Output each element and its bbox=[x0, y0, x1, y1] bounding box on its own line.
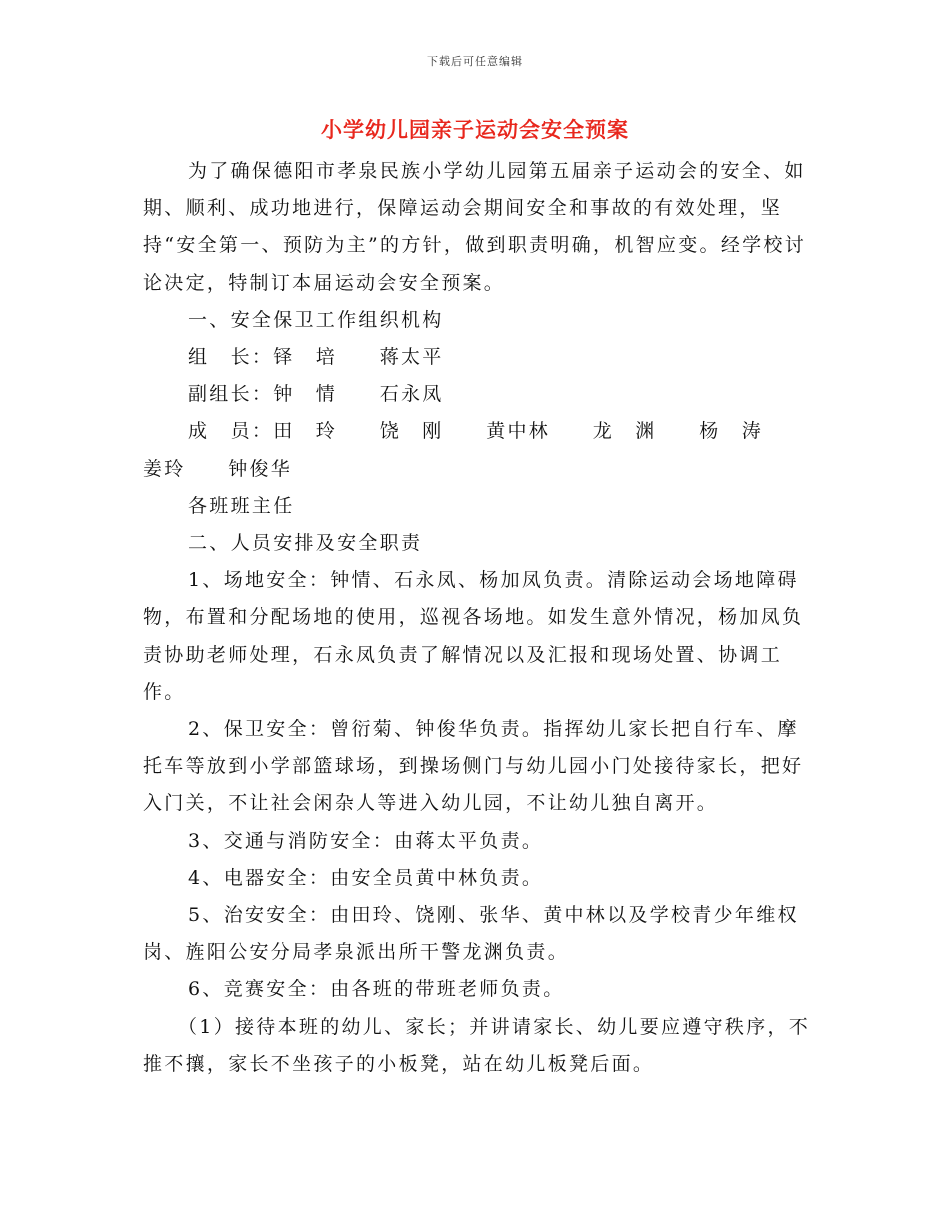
duty-item-6-sub-1: （1）接待本班的幼儿、家长；并讲请家长、幼儿要应遵守秩序，不推不攘，家长不坐孩子的小板凳，站在幼儿板凳后面。 bbox=[143, 1015, 811, 1075]
vice-leader-line: 副组长：钟 情 石永凤 bbox=[188, 383, 444, 406]
leader-line: 组 长：铎 培 蒋太平 bbox=[188, 346, 444, 369]
intro-paragraph: 为了确保德阳市孝泉民族小学幼儿园第五届亲子运动会的安全、如期、顺利、成功地进行，保障运动会期间安全和事故的有效处理，坚持“安全第一、预防为主”的方针，做到职责明确，机智应变。经学校讨论决定，特制订本届运动会安全预案。 bbox=[143, 160, 807, 294]
section-heading-duties: 二、人员安排及安全职责 bbox=[188, 532, 423, 555]
duty-item-1: 1、场地安全：钟情、石永凤、杨加凤负责。清除运动会场地障碍物，布置和分配场地的使用，巡视各场地。如发生意外情况，杨加凤负责协助老师处理，石永凤负责了解情况以及汇报和现场处置、协调工作。 bbox=[143, 569, 804, 703]
document-body bbox=[143, 153, 815, 1083]
duty-item-3: 3、交通与消防安全：由蒋太平负责。 bbox=[188, 829, 544, 852]
header-note: 下载后可任意编辑 bbox=[427, 55, 523, 68]
duty-item-2: 2、保卫安全：曾衍菊、钟俊华负责。指挥幼儿家长把自行车、摩托车等放到小学部篮球场，到操场侧门与幼儿园小门处接待家长，把好入门关，不让社会闲杂人等进入幼儿园，不让幼儿独自离开。 bbox=[143, 718, 804, 815]
document-title: 小学幼儿园亲子运动会安全预案 bbox=[321, 117, 629, 142]
members-line: 成 员：田 玲 饶 刚 黄中林 龙 渊 杨 涛 姜玲 钟俊华 bbox=[143, 420, 806, 480]
duty-item-6: 6、竞赛安全：由各班的带班老师负责。 bbox=[188, 978, 565, 1001]
section-heading-organization: 一、安全保卫工作组织机构 bbox=[188, 308, 444, 331]
class-heads-line: 各班班主任 bbox=[188, 494, 295, 517]
duty-item-5: 5、治安安全：由田玲、饶刚、张华、黄中林以及学校青少年维权岗、旌阳公安分局孝泉派出所干警龙渊负责。 bbox=[143, 904, 799, 964]
duty-item-4: 4、电器安全：由安全员黄中林负责。 bbox=[188, 866, 544, 889]
